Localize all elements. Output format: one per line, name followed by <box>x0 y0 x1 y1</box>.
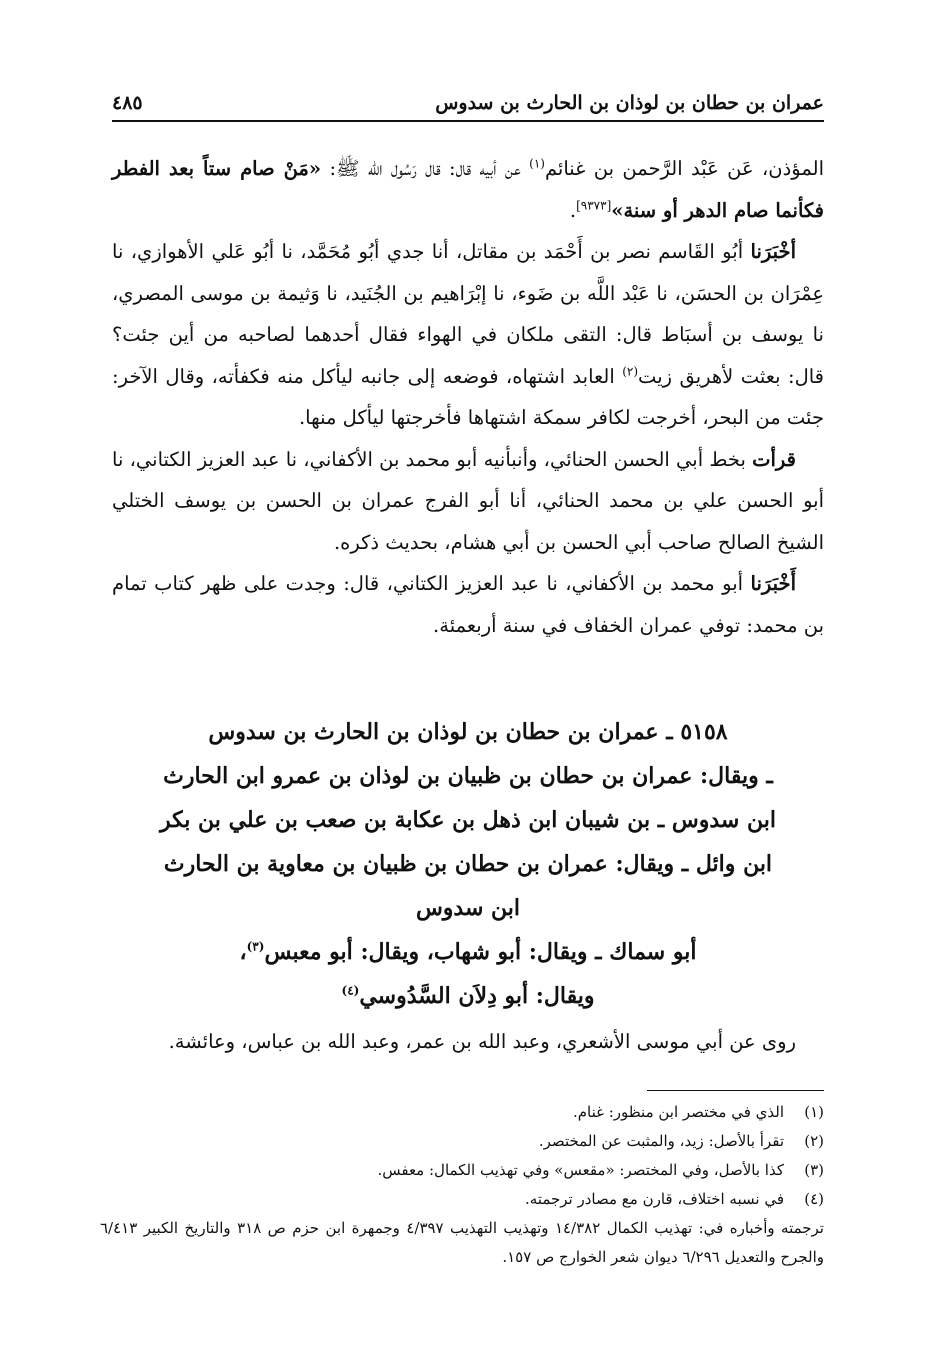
footnote-number: (١) <box>804 1103 824 1121</box>
footnote-rule <box>647 1090 824 1091</box>
footnote-text: تقرأ بالأصل: زيد، والمثبت عن المختصر. <box>538 1132 784 1150</box>
entry-line: ابن سدوس ـ بن شيبان ابن ذهل بن عكابة بن صعب بن علي بن بكر <box>159 807 777 833</box>
paragraph-text: أبُو القَاسم نصر بن أَحْمَد بن مقاتل، أنا جدي أبُو مُحَمَّد، نا أبُو عَلي الأهوازي، نا عِمْرَان بن الحسَن، نا عَبْد اللَّه بن ضَوء، نا إبْرَاهيم بن الجُنَيد، نا وَثيمة بن موسى المصري، نا يوسف بن أسبَاط قال: التقى ملكان في الهواء فقال أحدهما لصاحبه من أين جئت؟ قال: بعثت لأهريق زيت <box>112 240 824 388</box>
paragraph-text: عن أبيه قال: قال رَسُول الله ﷺ: <box>321 157 530 180</box>
paragraph <box>112 231 824 439</box>
footnote <box>100 1098 824 1127</box>
footnote-text: الذي في مختصر ابن منظور: غنام. <box>572 1103 784 1121</box>
biography-entry-heading <box>112 710 824 1018</box>
paragraph-text: بخط أبي الحسن الحنائي، وأنبأنيه أبو محمد بن الأكفاني، نا عبد العزيز الكتاني، نا أبو الحسن علي بن محمد الحنائي، أنا أبو الفرج عمران بن الحسن بن يوسف الختلي الشيخ الصالح صاحب أبي الحسن بن أبي هشام، بحديث ذكره. <box>112 447 824 554</box>
footnote-text: كذا بالأصل، وفي المختصر: «مقعس» وفي تهذيب الكمال: معفس. <box>377 1161 784 1179</box>
footnote-marker: (٣) <box>246 939 265 954</box>
entry-text: ، <box>239 939 247 965</box>
entry-line <box>112 930 824 974</box>
entry-line: ٥١٥٨ ـ عمران بن حطان بن لوذان بن الحارث بن سدوس <box>208 719 728 745</box>
footnote-continuation: ترجمته وأخباره في: تهذيب الكمال ١٤/٣٨٢ وتهذيب التهذيب ٤/٣٩٧ وجمهرة ابن حزم ص ٣١٨ والتاريخ الكبير ٦/٤١٣ والجرح والتعديل ٦/٢٩٦ ديوان شعر الخوارج ص ١٥٧. <box>100 1219 824 1266</box>
chain-keyword: أَخْبَرَنا <box>750 572 796 595</box>
entry-line: ابن وائل ـ ويقال: عمران بن حطان بن ظبيان بن معاوية بن الحارث <box>163 851 773 877</box>
footnote-number: (٢) <box>804 1132 824 1150</box>
footnotes <box>100 1098 824 1272</box>
paragraph-text: العابد اشتهاه، فوضعه إلى جانبه ليأكل منه فكفأته، وقال الآخر: جئت من البحر، أخرجت لكافر سمكة اشتهاها فأخرجتها ليأكل منها. <box>112 364 824 429</box>
paragraph <box>112 563 824 646</box>
entry-text: ويقال: أبو دِلاَن السَّدُوسي <box>359 983 595 1009</box>
entry-line: ـ ويقال: عمران بن حطان بن ظبيان بن لوذان بن عمرو ابن الحارث <box>163 763 773 789</box>
hadith-number: [٩٣٧٣] <box>576 198 612 212</box>
entry-text: أبو سماك ـ ويقال: أبو شهاب، ويقال: أبو معبس <box>264 939 697 965</box>
footnote-number: (٤) <box>804 1190 824 1208</box>
header-rule <box>112 120 824 122</box>
running-header <box>112 78 824 114</box>
paragraph-text: أبو محمد بن الأكفاني، نا عبد العزيز الكتاني، قال: وجدت على ظهر كتاب تمام بن محمد: توفي عمران الخفاف في سنة أربعمئة. <box>112 572 824 637</box>
chain-keyword: قرأت <box>752 447 796 471</box>
header-title: عمران بن حطان بن لوذان بن الحارث بن سدوس <box>435 92 824 114</box>
footnote <box>100 1156 824 1185</box>
narration-text: روى عن أبي موسى الأشعري، وعبد الله بن عمر، وعبد الله بن عباس، وعائشة. <box>168 1030 796 1053</box>
footnote-marker: (٤) <box>341 983 360 998</box>
footnote-marker: (١) <box>529 156 545 171</box>
chain-keyword: أخْبَرَنا <box>750 240 796 263</box>
footnote-number: (٣) <box>804 1161 824 1179</box>
paragraph <box>112 148 824 231</box>
page-number: ٤٨٥ <box>112 92 143 114</box>
footnote <box>100 1185 824 1214</box>
hadith-text: «مَنْ صام ستاً بعد الفطر فكأنما صام الدهر أو سنة» <box>112 157 824 222</box>
paragraph-text: . <box>569 198 577 222</box>
footnote-text: في نسبه اختلاف، قارن مع مصادر ترجمته. <box>525 1190 784 1208</box>
entry-line: ابن سدوس <box>415 895 521 921</box>
paragraph <box>112 439 824 564</box>
entry-line <box>112 974 824 1018</box>
footnote <box>100 1127 824 1156</box>
footnote-marker: (٢) <box>622 364 639 378</box>
paragraph-text: المؤذن، عَن عَبْد الرَّحمن بن غنائم <box>544 157 824 180</box>
main-text <box>112 148 824 646</box>
